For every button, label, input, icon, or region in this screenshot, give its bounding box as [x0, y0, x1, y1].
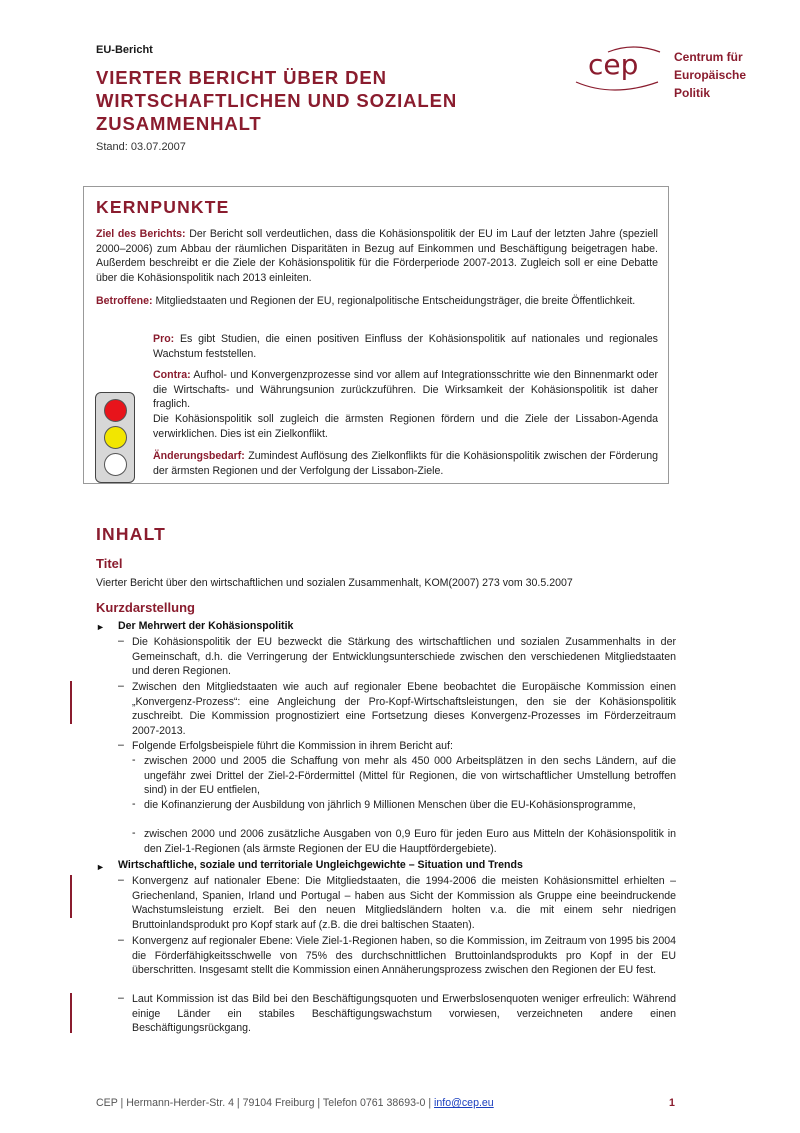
- page-number: 1: [669, 1097, 675, 1109]
- bullet-1-sub-2: die Kofinanzierung der Ausbildung von jährlich 9 Millionen Menschen über die EU-Kohäsionsprogramme,: [144, 799, 636, 811]
- dash-bullet: –: [118, 635, 124, 647]
- dash-bullet: –: [118, 739, 124, 751]
- sub-dash-bullet: -: [132, 754, 136, 766]
- document-title: VIERTER BERICHT ÜBER DEN WIRTSCHAFTLICHEN UND SOZIALEN ZUSAMMENHALT: [96, 67, 458, 134]
- sub-dash-bullet: -: [132, 827, 136, 839]
- bullet-1-dash-3: Folgende Erfolgsbeispiele führt die Kommission in ihrem Bericht auf:: [132, 740, 453, 752]
- bullet-1-sub-1: zwischen 2000 und 2005 die Schaffung von mehr als 450 000 Arbeitsplätzen in den sechs Ländern, auf die ungefähr zwei Drittel der Ziel-2-Fördermittel (Mittel für Regionen, die von wirtschaftlicher Umstellung betroffen sind) in der EU entfielen,: [144, 755, 676, 797]
- bullet-2-dash-2: Konvergenz auf regionaler Ebene: Viele Ziel-1-Regionen haben, so die Kommission, im Zeitraum von 1995 bis 2004 die Förderfähigkeitsschwelle von 75% des durchschnittlichen Bruttoinlandsprodukts pro Kopf in der EU überschritten. Insgesamt stellt die Kommission einen Annäherungsprozess zwischen den Regionen der EU fest.: [132, 935, 676, 977]
- margin-bar: [70, 875, 72, 918]
- org-line-1: Centrum für: [674, 50, 743, 64]
- contra-label: Contra:: [153, 369, 191, 381]
- ziel-paragraph: [96, 227, 658, 286]
- margin-bar: [70, 681, 72, 724]
- arrow-bullet-icon: ►: [96, 622, 105, 632]
- white-lamp-icon: [104, 453, 127, 476]
- aenderung-label: Änderungsbedarf:: [153, 450, 245, 462]
- bullet-1-dash-1: Die Kohäsionspolitik der EU bezweckt die Stärkung des wirtschaftlichen und sozialen Zusammenhalts in der Gemeinschaft, d.h. die Verringerung der Entwicklungsunterschiede zwischen den verschiedenen Mitgliedstaaten und deren Regionen.: [132, 636, 676, 678]
- organization-name: [674, 48, 746, 102]
- org-line-2: Europäische: [674, 68, 747, 82]
- bullet-2-heading: Wirtschaftliche, soziale und territoriale Ungleichgewichte – Situation und Trends: [118, 859, 523, 871]
- contra-paragraph: [153, 368, 658, 442]
- footer-address-text: CEP | Hermann-Herder-Str. 4 | 79104 Freiburg | Telefon 0761 38693-0 |: [96, 1097, 435, 1109]
- inhalt-heading: INHALT: [96, 524, 167, 544]
- sub-dash-bullet: -: [132, 798, 136, 810]
- document-date: Stand: 03.07.2007: [96, 141, 186, 153]
- yellow-lamp-icon: [104, 426, 127, 449]
- pro-text: Es gibt Studien, die einen positiven Einfluss der Kohäsionspolitik auf nationales und regionales Wachstum feststellen.: [153, 333, 658, 360]
- document-kind: EU-Bericht: [96, 44, 153, 56]
- bullet-2-dash-1: Konvergenz auf nationaler Ebene: Die Mitgliedstaaten, die 1994-2006 die meisten Kohäsionsmittel erhielten – Griechenland, Spanien, Irland und Portugal – haben aus Sicht der Kommission als Gruppe eine beeindruckende Wachstumsleistung erzielt. Bei den neuen Mitgliedsländern holten v.a. die mit einem sehr niedrigen Bruttoinlandsprodukt pro Kopf stark auf (z.B. die drei baltischen Staaten).: [132, 875, 676, 932]
- red-lamp-icon: [104, 399, 127, 422]
- margin-bar: [70, 993, 72, 1033]
- contra-text-2: Die Kohäsionspolitik soll zugleich die ärmsten Regionen fördern und die Ziele der Lissabon-Agenda verwirklichen. Dies ist ein Zielkonflikt.: [153, 413, 658, 440]
- titel-text: Vierter Bericht über den wirtschaftlichen und sozialen Zusammenhalt, KOM(2007) 273 vom 30.5.2007: [96, 577, 573, 589]
- footer-address: [96, 1097, 494, 1109]
- aenderung-paragraph: [153, 449, 658, 478]
- betroffene-paragraph: [96, 294, 658, 309]
- titel-heading: Titel: [96, 556, 123, 571]
- pro-paragraph: [153, 332, 658, 361]
- bullet-1-sub-3: zwischen 2000 und 2006 zusätzliche Ausgaben von 0,9 Euro für jeden Euro aus Mitteln der Kohäsionspolitik in den Ziel-1-Regionen (als ärmste Regionen der EU die Hauptfördergebiete).: [144, 828, 676, 855]
- betroffene-label: Betroffene:: [96, 295, 153, 307]
- dash-bullet: –: [118, 992, 124, 1004]
- traffic-light-icon: [95, 392, 135, 483]
- arrow-bullet-icon: ►: [96, 862, 105, 872]
- bullet-1-dash-2: Zwischen den Mitgliedstaaten wie auch auf regionaler Ebene beobachtet die Europäische Kommission einen „Konvergenz-Prozess“: eine Angleichung der Pro-Kopf-Wirtschaftsleistungen, den sie der Kohäsionspolitik zuschreibt. Die Kommission prognostiziert eine Fortsetzung dieses Konvergenz-Prozesses im Förderzeitraum 2007-2013.: [132, 681, 676, 738]
- kurzdarstellung-heading: Kurzdarstellung: [96, 600, 195, 615]
- org-line-3: Politik: [674, 86, 711, 100]
- dash-bullet: –: [118, 934, 124, 946]
- aenderung-text: Zumindest Auflösung des Zielkonflikts für die Kohäsionspolitik zwischen der Förderung der ärmsten Regionen und der Verfolgung der Lissabon-Ziele.: [153, 450, 658, 477]
- kernpunkte-heading: KERNPUNKTE: [96, 197, 230, 217]
- dash-bullet: –: [118, 680, 124, 692]
- bullet-2-dash-3: Laut Kommission ist das Bild bei den Beschäftigungsquoten und Erwerbslosenquoten weniger erfreulich: Während einige Länder ein stabiles Beschäftigungswachstum vorwiesen, verzeichneten andere einen Beschäftigungsrückgang.: [132, 993, 676, 1035]
- pro-label: Pro:: [153, 333, 175, 345]
- bullet-1-heading: Der Mehrwert der Kohäsionspolitik: [118, 620, 294, 632]
- contra-text: Aufhol- und Konvergenzprozesse sind vor allem auf Integrationsschritte wie den Binnenmarkt oder die Wirtschafts- und Währungsunion zurückzuführen. Die Wirksamkeit der Kohäsionspolitik ist daher fraglich.: [153, 369, 658, 411]
- logo-text: cep: [588, 48, 639, 81]
- ziel-text: Der Bericht soll verdeutlichen, dass die Kohäsionspolitik der EU im Lauf der letzten Jahre (speziell 2000–2006) zum Abbau der räumlichen Disparitäten in Bezug auf Einkommen und Beschäftigung beigetragen habe. Außerdem beschreibt er die Ziele der Kohäsionspolitik für die Förderperiode 2007-2013. Zugleich soll er eine Debatte über die Kohäsionspolitik nach 2013 einleiten.: [96, 228, 658, 285]
- footer-email-link[interactable]: info@cep.eu: [434, 1097, 494, 1109]
- ziel-label: Ziel des Berichts:: [96, 228, 186, 240]
- betroffene-text: Mitgliedstaaten und Regionen der EU, regionalpolitische Entscheidungsträger, die breite Öffentlichkeit.: [155, 295, 636, 307]
- dash-bullet: –: [118, 874, 124, 886]
